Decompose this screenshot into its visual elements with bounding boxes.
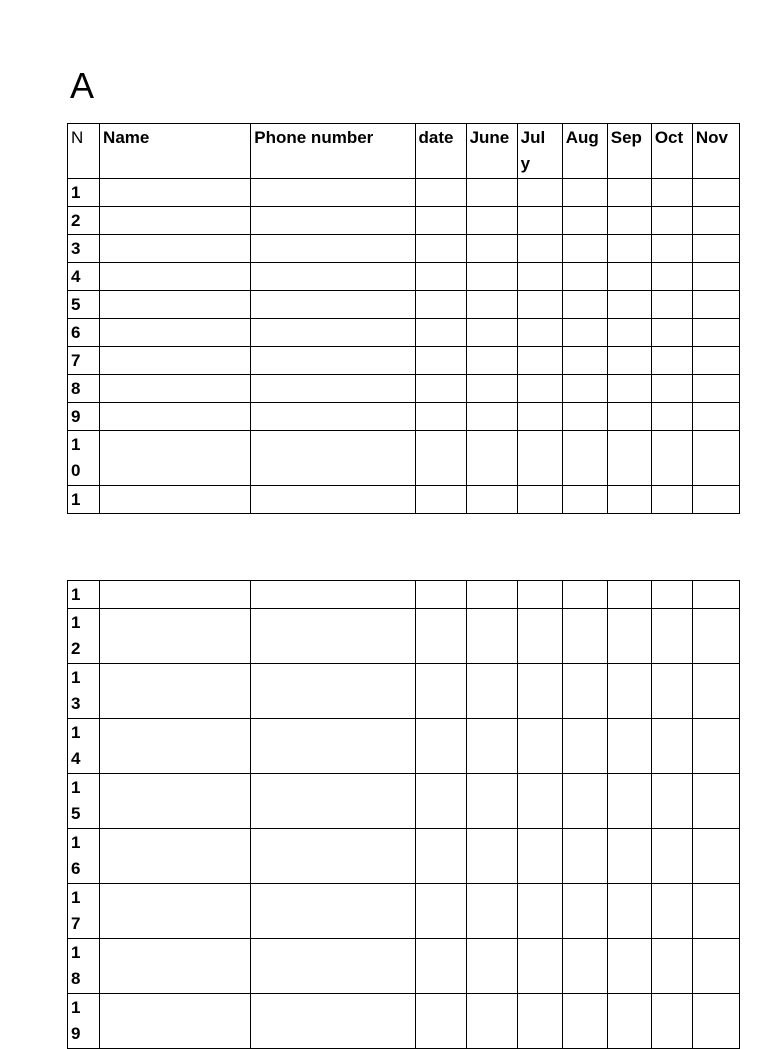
- row-number-cell: [68, 939, 100, 994]
- july-cell[interactable]: [517, 431, 562, 486]
- name-cell[interactable]: [100, 994, 251, 1049]
- july-cell[interactable]: [517, 403, 562, 431]
- phone-cell[interactable]: [251, 994, 415, 1049]
- july-cell[interactable]: [517, 994, 562, 1049]
- aug-cell[interactable]: [562, 291, 607, 319]
- date-cell[interactable]: [415, 375, 466, 403]
- column-header-date: date: [415, 124, 466, 179]
- nov-cell[interactable]: [692, 609, 739, 664]
- date-cell[interactable]: [415, 319, 466, 347]
- oct-cell[interactable]: [651, 347, 692, 375]
- date-cell[interactable]: [415, 486, 466, 514]
- table-row: [68, 774, 740, 829]
- date-cell[interactable]: [415, 403, 466, 431]
- july-cell[interactable]: [517, 235, 562, 263]
- sep-cell[interactable]: [607, 719, 651, 774]
- oct-cell[interactable]: [651, 829, 692, 884]
- nov-cell[interactable]: [692, 179, 739, 207]
- row-number: 4: [71, 267, 81, 286]
- date-cell[interactable]: [415, 994, 466, 1049]
- row-number: 18: [71, 943, 81, 988]
- oct-cell[interactable]: [651, 994, 692, 1049]
- row-number-cell: [68, 375, 100, 403]
- table-header-row: [68, 124, 740, 179]
- june-cell[interactable]: [466, 207, 517, 235]
- column-header-name: Name: [100, 124, 251, 179]
- table-row: [68, 403, 740, 431]
- sep-cell[interactable]: [607, 347, 651, 375]
- july-cell[interactable]: [517, 884, 562, 939]
- june-cell[interactable]: [466, 235, 517, 263]
- row-number-cell: [68, 263, 100, 291]
- sep-cell[interactable]: [607, 884, 651, 939]
- june-cell[interactable]: [466, 664, 517, 719]
- name-cell[interactable]: [100, 319, 251, 347]
- nov-cell[interactable]: [692, 939, 739, 994]
- date-cell[interactable]: [415, 884, 466, 939]
- phone-cell[interactable]: [251, 884, 415, 939]
- row-number: 9: [71, 407, 81, 426]
- row-number-cell: [68, 347, 100, 375]
- table-row: [68, 319, 740, 347]
- row-number-cell: [68, 207, 100, 235]
- name-cell[interactable]: [100, 347, 251, 375]
- name-cell[interactable]: [100, 884, 251, 939]
- nov-cell[interactable]: [692, 319, 739, 347]
- phone-cell[interactable]: [251, 829, 415, 884]
- oct-cell[interactable]: [651, 263, 692, 291]
- july-cell[interactable]: [517, 263, 562, 291]
- phone-cell[interactable]: [251, 179, 415, 207]
- date-cell[interactable]: [415, 347, 466, 375]
- name-cell[interactable]: [100, 774, 251, 829]
- sep-cell[interactable]: [607, 609, 651, 664]
- phone-cell[interactable]: [251, 319, 415, 347]
- row-number-cell: [68, 664, 100, 719]
- phone-cell[interactable]: [251, 403, 415, 431]
- phone-cell[interactable]: [251, 375, 415, 403]
- sep-cell[interactable]: [607, 375, 651, 403]
- nov-cell[interactable]: [692, 347, 739, 375]
- column-header-july-label: July: [520, 128, 546, 173]
- june-cell[interactable]: [466, 939, 517, 994]
- table-row: [68, 431, 740, 486]
- row-number: 12: [71, 613, 81, 658]
- contact-table-b: [67, 580, 740, 1049]
- sep-cell[interactable]: [607, 664, 651, 719]
- june-cell[interactable]: [466, 884, 517, 939]
- row-number: 13: [71, 668, 81, 713]
- aug-cell[interactable]: [562, 207, 607, 235]
- oct-cell[interactable]: [651, 774, 692, 829]
- column-header-oct: Oct: [651, 124, 692, 179]
- name-cell[interactable]: [100, 664, 251, 719]
- row-number-cell: [68, 994, 100, 1049]
- name-cell[interactable]: [100, 609, 251, 664]
- column-header-aug: Aug: [562, 124, 607, 179]
- sep-cell[interactable]: [607, 291, 651, 319]
- date-cell[interactable]: [415, 719, 466, 774]
- nov-cell[interactable]: [692, 431, 739, 486]
- sep-cell[interactable]: [607, 263, 651, 291]
- july-cell[interactable]: [517, 319, 562, 347]
- aug-cell[interactable]: [562, 719, 607, 774]
- july-cell[interactable]: [517, 207, 562, 235]
- phone-cell[interactable]: [251, 235, 415, 263]
- oct-cell[interactable]: [651, 235, 692, 263]
- sep-cell[interactable]: [607, 235, 651, 263]
- nov-cell[interactable]: [692, 581, 739, 609]
- june-cell[interactable]: [466, 719, 517, 774]
- row-number: 17: [71, 888, 81, 933]
- sep-cell[interactable]: [607, 774, 651, 829]
- table-row: [68, 347, 740, 375]
- page-heading: A: [70, 65, 95, 106]
- oct-cell[interactable]: [651, 609, 692, 664]
- sep-cell[interactable]: [607, 403, 651, 431]
- aug-cell[interactable]: [562, 431, 607, 486]
- sep-cell[interactable]: [607, 829, 651, 884]
- date-cell[interactable]: [415, 774, 466, 829]
- row-number-cell: [68, 291, 100, 319]
- row-number: 16: [71, 833, 81, 878]
- june-cell[interactable]: [466, 319, 517, 347]
- phone-cell[interactable]: [251, 939, 415, 994]
- aug-cell[interactable]: [562, 375, 607, 403]
- row-number-cell: [68, 179, 100, 207]
- aug-cell[interactable]: [562, 319, 607, 347]
- date-cell[interactable]: [415, 664, 466, 719]
- row-number: 2: [71, 211, 81, 230]
- oct-cell[interactable]: [651, 291, 692, 319]
- table-row: [68, 719, 740, 774]
- june-cell[interactable]: [466, 179, 517, 207]
- row-number-cell: [68, 486, 100, 514]
- name-cell[interactable]: [100, 581, 251, 609]
- nov-cell[interactable]: [692, 486, 739, 514]
- june-cell[interactable]: [466, 829, 517, 884]
- phone-cell[interactable]: [251, 774, 415, 829]
- nov-cell[interactable]: [692, 375, 739, 403]
- name-cell[interactable]: [100, 263, 251, 291]
- column-header-june: June: [466, 124, 517, 179]
- aug-cell[interactable]: [562, 179, 607, 207]
- date-cell[interactable]: [415, 291, 466, 319]
- sep-cell[interactable]: [607, 207, 651, 235]
- aug-cell[interactable]: [562, 235, 607, 263]
- july-cell[interactable]: [517, 291, 562, 319]
- row-number-cell: [68, 774, 100, 829]
- nov-cell[interactable]: [692, 235, 739, 263]
- july-cell[interactable]: [517, 347, 562, 375]
- sep-cell[interactable]: [607, 179, 651, 207]
- date-cell[interactable]: [415, 235, 466, 263]
- oct-cell[interactable]: [651, 581, 692, 609]
- row-number-cell: [68, 403, 100, 431]
- table-row: [68, 235, 740, 263]
- row-number: 3: [71, 239, 81, 258]
- june-cell[interactable]: [466, 431, 517, 486]
- table-row: [68, 179, 740, 207]
- phone-cell[interactable]: [251, 719, 415, 774]
- row-number: 19: [71, 998, 81, 1043]
- oct-cell[interactable]: [651, 664, 692, 719]
- june-cell[interactable]: [466, 403, 517, 431]
- date-cell[interactable]: [415, 609, 466, 664]
- oct-cell[interactable]: [651, 207, 692, 235]
- date-cell[interactable]: [415, 207, 466, 235]
- june-cell[interactable]: [466, 486, 517, 514]
- june-cell[interactable]: [466, 263, 517, 291]
- oct-cell[interactable]: [651, 319, 692, 347]
- july-cell[interactable]: [517, 939, 562, 994]
- row-number: 15: [71, 778, 81, 823]
- phone-cell[interactable]: [251, 486, 415, 514]
- july-cell[interactable]: [517, 829, 562, 884]
- date-cell[interactable]: [415, 431, 466, 486]
- contact-table-a: [67, 123, 740, 514]
- phone-cell[interactable]: [251, 431, 415, 486]
- row-number: 7: [71, 351, 81, 370]
- nov-cell[interactable]: [692, 207, 739, 235]
- nov-cell[interactable]: [692, 664, 739, 719]
- name-cell[interactable]: [100, 291, 251, 319]
- row-number-cell: [68, 581, 100, 609]
- june-cell[interactable]: [466, 375, 517, 403]
- aug-cell[interactable]: [562, 263, 607, 291]
- june-cell[interactable]: [466, 774, 517, 829]
- name-cell[interactable]: [100, 431, 251, 486]
- phone-cell[interactable]: [251, 609, 415, 664]
- column-header-july: [517, 124, 562, 179]
- table-row: [68, 581, 740, 609]
- table-row: [68, 375, 740, 403]
- july-cell[interactable]: [517, 774, 562, 829]
- oct-cell[interactable]: [651, 939, 692, 994]
- name-cell[interactable]: [100, 179, 251, 207]
- aug-cell[interactable]: [562, 486, 607, 514]
- nov-cell[interactable]: [692, 263, 739, 291]
- date-cell[interactable]: [415, 939, 466, 994]
- nov-cell[interactable]: [692, 291, 739, 319]
- sep-cell[interactable]: [607, 939, 651, 994]
- table-row: [68, 207, 740, 235]
- name-cell[interactable]: [100, 939, 251, 994]
- oct-cell[interactable]: [651, 719, 692, 774]
- sep-cell[interactable]: [607, 431, 651, 486]
- oct-cell[interactable]: [651, 431, 692, 486]
- row-number: 8: [71, 379, 81, 398]
- date-cell[interactable]: [415, 179, 466, 207]
- name-cell[interactable]: [100, 829, 251, 884]
- date-cell[interactable]: [415, 581, 466, 609]
- july-cell[interactable]: [517, 719, 562, 774]
- aug-cell[interactable]: [562, 664, 607, 719]
- name-cell[interactable]: [100, 403, 251, 431]
- table-row: [68, 486, 740, 514]
- row-number-cell: [68, 319, 100, 347]
- aug-cell[interactable]: [562, 939, 607, 994]
- oct-cell[interactable]: [651, 403, 692, 431]
- june-cell[interactable]: [466, 609, 517, 664]
- aug-cell[interactable]: [562, 829, 607, 884]
- phone-cell[interactable]: [251, 207, 415, 235]
- nov-cell[interactable]: [692, 829, 739, 884]
- row-number-cell: [68, 829, 100, 884]
- name-cell[interactable]: [100, 207, 251, 235]
- nov-cell[interactable]: [692, 403, 739, 431]
- phone-cell[interactable]: [251, 581, 415, 609]
- table-row: [68, 263, 740, 291]
- row-number: 5: [71, 295, 81, 314]
- aug-cell[interactable]: [562, 609, 607, 664]
- nov-cell[interactable]: [692, 719, 739, 774]
- name-cell[interactable]: [100, 719, 251, 774]
- name-cell[interactable]: [100, 486, 251, 514]
- june-cell[interactable]: [466, 581, 517, 609]
- july-cell[interactable]: [517, 179, 562, 207]
- sep-cell[interactable]: [607, 581, 651, 609]
- aug-cell[interactable]: [562, 774, 607, 829]
- june-cell[interactable]: [466, 347, 517, 375]
- aug-cell[interactable]: [562, 403, 607, 431]
- phone-cell[interactable]: [251, 664, 415, 719]
- aug-cell[interactable]: [562, 347, 607, 375]
- name-cell[interactable]: [100, 235, 251, 263]
- table-row: [68, 994, 740, 1049]
- row-number: 1: [71, 490, 81, 509]
- phone-cell[interactable]: [251, 291, 415, 319]
- oct-cell[interactable]: [651, 179, 692, 207]
- june-cell[interactable]: [466, 291, 517, 319]
- nov-cell[interactable]: [692, 774, 739, 829]
- oct-cell[interactable]: [651, 884, 692, 939]
- column-header-nov: Nov: [692, 124, 739, 179]
- oct-cell[interactable]: [651, 486, 692, 514]
- column-header-phone: Phone number: [251, 124, 415, 179]
- table-row: [68, 884, 740, 939]
- row-number-cell: [68, 609, 100, 664]
- sep-cell[interactable]: [607, 319, 651, 347]
- name-cell[interactable]: [100, 375, 251, 403]
- row-number-cell: [68, 431, 100, 486]
- table-row: [68, 829, 740, 884]
- date-cell[interactable]: [415, 263, 466, 291]
- july-cell[interactable]: [517, 664, 562, 719]
- row-number: 1: [71, 585, 81, 604]
- table-row: [68, 939, 740, 994]
- row-number-cell: [68, 884, 100, 939]
- column-header-sep: Sep: [607, 124, 651, 179]
- row-number-cell: [68, 235, 100, 263]
- nov-cell[interactable]: [692, 994, 739, 1049]
- phone-cell[interactable]: [251, 347, 415, 375]
- nov-cell[interactable]: [692, 884, 739, 939]
- table-row: [68, 291, 740, 319]
- aug-cell[interactable]: [562, 884, 607, 939]
- july-cell[interactable]: [517, 609, 562, 664]
- table-row: [68, 609, 740, 664]
- july-cell[interactable]: [517, 581, 562, 609]
- sep-cell[interactable]: [607, 994, 651, 1049]
- date-cell[interactable]: [415, 829, 466, 884]
- aug-cell[interactable]: [562, 994, 607, 1049]
- sep-cell[interactable]: [607, 486, 651, 514]
- row-number-cell: [68, 719, 100, 774]
- table-row: [68, 664, 740, 719]
- oct-cell[interactable]: [651, 375, 692, 403]
- july-cell[interactable]: [517, 375, 562, 403]
- row-number: 14: [71, 723, 81, 768]
- july-cell[interactable]: [517, 486, 562, 514]
- june-cell[interactable]: [466, 994, 517, 1049]
- phone-cell[interactable]: [251, 263, 415, 291]
- row-number: 10: [71, 435, 81, 480]
- column-header-n: N: [68, 124, 100, 179]
- row-number: 1: [71, 183, 81, 202]
- aug-cell[interactable]: [562, 581, 607, 609]
- row-number: 6: [71, 323, 81, 342]
